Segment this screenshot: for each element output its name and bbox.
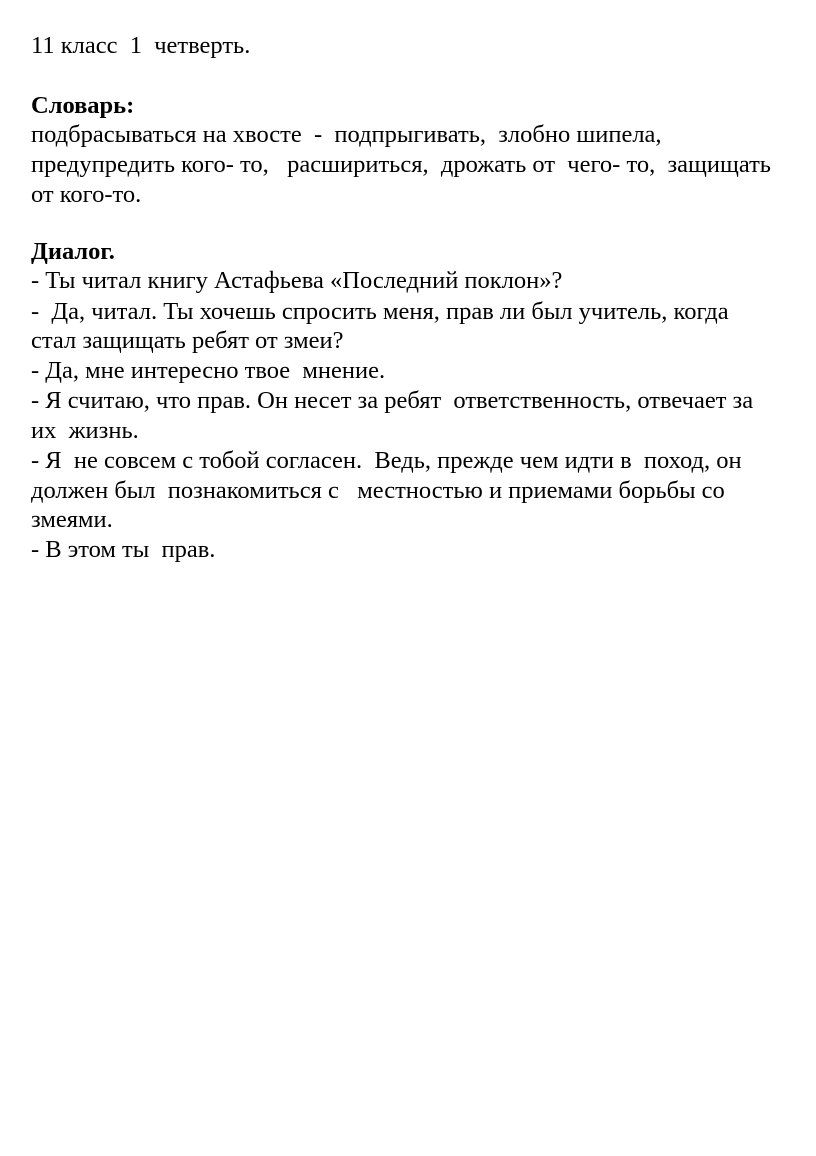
vocabulary-line: от кого-то. — [31, 181, 142, 208]
dialog-line: - Ты читал книгу Астафьева «Последний поклон»? — [31, 267, 563, 294]
vocabulary-line: подбрасываться на хвосте - подпрыгивать, злобно шипела, — [31, 121, 662, 148]
document-header: 11 класс 1 четверть. — [31, 32, 251, 59]
dialog-line: - Я не совсем с тобой согласен. Ведь, прежде чем идти в поход, он — [31, 447, 742, 474]
vocabulary-line: предупредить кого- то, расшириться, дрожать от чего- то, защищать — [31, 151, 771, 178]
dialog-line: - Да, мне интересно твое мнение. — [31, 357, 386, 384]
dialog-line: - В этом ты прав. — [31, 536, 216, 563]
dialog-line: их жизнь. — [31, 417, 139, 444]
vocabulary-heading: Словарь: — [31, 92, 135, 119]
dialog-line: стал защищать ребят от змеи? — [31, 327, 344, 354]
dialog-line: змеями. — [31, 506, 113, 533]
dialog-line: должен был познакомиться с местностью и приемами борьбы со — [31, 477, 725, 504]
dialog-heading: Диалог. — [31, 238, 115, 265]
dialog-line: - Я считаю, что прав. Он несет за ребят ответственность, отвечает за — [31, 387, 754, 414]
dialog-line: - Да, читал. Ты хочешь спросить меня, прав ли был учитель, когда — [31, 298, 729, 325]
